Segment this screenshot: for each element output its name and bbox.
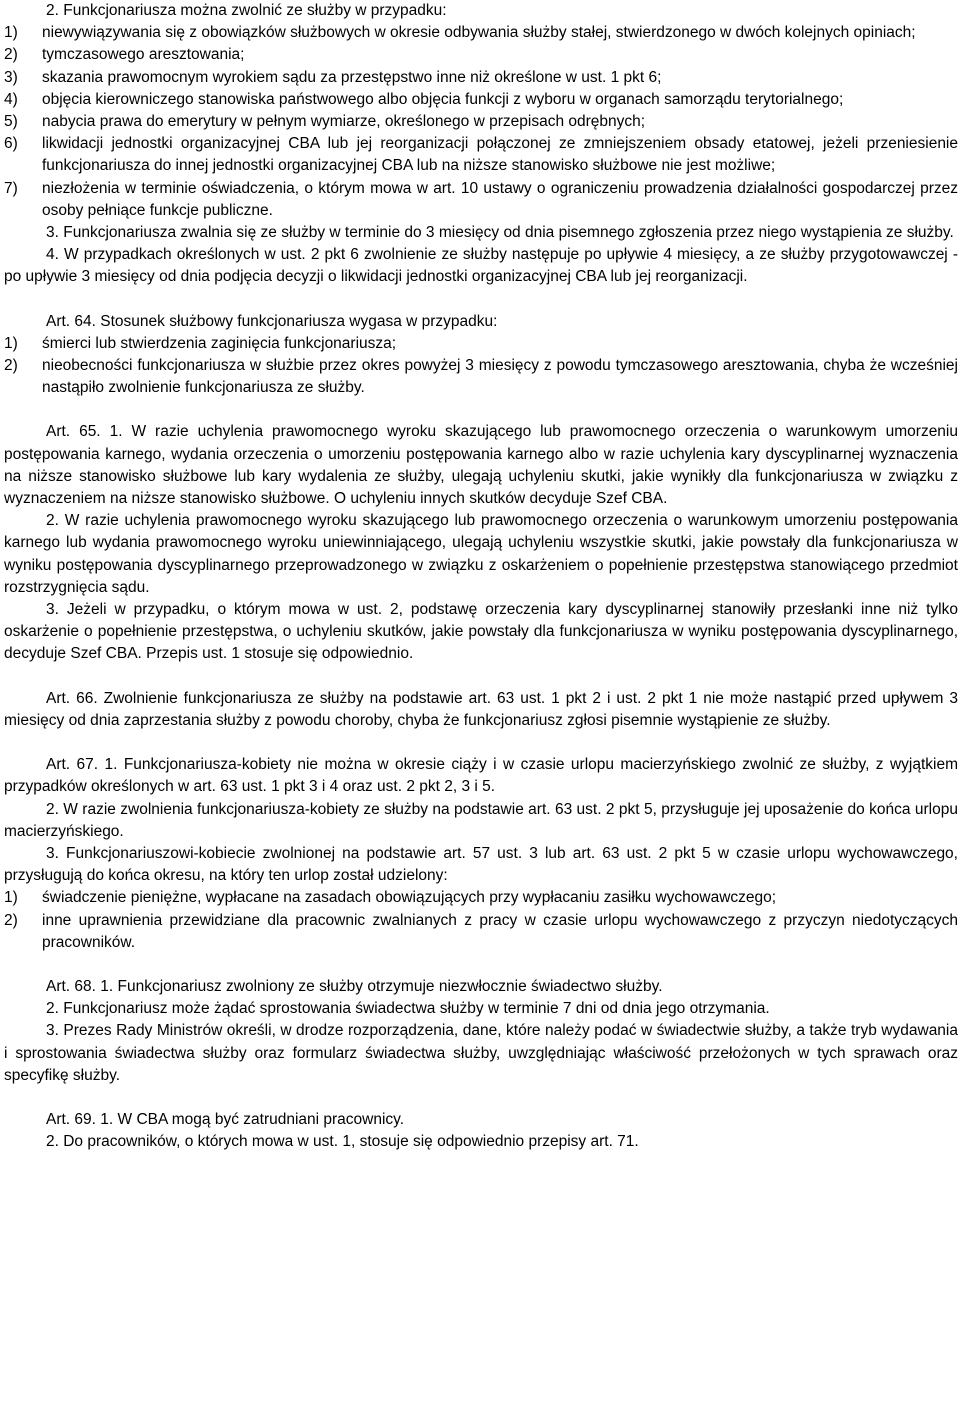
list-item (4, 89, 958, 111)
list-number: 2) (4, 911, 18, 929)
list-text: tymczasowego aresztowania; (42, 46, 245, 64)
list-item (4, 355, 958, 399)
list-item (4, 67, 958, 89)
list-item (4, 22, 958, 44)
list-item (4, 44, 958, 66)
article-67-2: 2. W razie zwolnienia funkcjonariusza-kobiety ze służby na podstawie art. 63 ust. 2 pkt 5, przysługuje jej uposażenie do końca urlopu macierzyńskiego. (4, 800, 958, 840)
article-68-3: 3. Prezes Rady Ministrów określi, w drodze rozporządzenia, dane, które należy podać w świadectwie służby, a także tryb wydawania i sprostowania świadectwa służby oraz formularz świadectwa służby, uwzględniając właściwość przełożonych w tych sprawach oraz specyfikę służby. (4, 1022, 958, 1084)
paragraph-63-4: 4. W przypadkach określonych w ust. 2 pkt 6 zwolnienie ze służby następuje po upływie 4 miesięcy, a ze służby przygotowawczej - po upływie 3 miesięcy od dnia podjęcia decyzji o likwidacji jednostki organizacyjnej CBA lub jej reorganizacji. (4, 246, 958, 286)
list-text: nieobecności funkcjonariusza w służbie przez okres powyżej 3 miesięcy z powodu tymczasowego aresztowania, chyba że wcześniej nastąpiło zwolnienie funkcjonariusza ze służby. (42, 357, 958, 397)
list-text: nabycia prawa do emerytury w pełnym wymiarze, określonego w przepisach odrębnych; (42, 113, 646, 131)
list-text: niezłożenia w terminie oświadczenia, o którym mowa w art. 10 ustawy o ograniczeniu prowadzenia działalności gospodarczej przez osoby pełniące funkcje publiczne. (42, 179, 958, 219)
list-number: 3) (4, 68, 18, 86)
article-68-2: 2. Funkcjonariusz może żądać sprostowania świadectwa służby w terminie 7 dni od dnia jego otrzymania. (46, 1000, 770, 1018)
article-69-1: Art. 69. 1. W CBA mogą być zatrudniani pracownicy. (46, 1110, 405, 1128)
list-item (4, 133, 958, 177)
document-page (4, 0, 958, 1153)
list-text: skazania prawomocnym wyrokiem sądu za przestępstwo inne niż określone w ust. 1 pkt 6; (42, 68, 662, 86)
list-text: śmierci lub stwierdzenia zaginięcia funkcjonariusza; (42, 334, 397, 352)
article-64-heading: Art. 64. Stosunek służbowy funkcjonariusza wygasa w przypadku: (46, 312, 498, 330)
article-66: Art. 66. Zwolnienie funkcjonariusza ze służby na podstawie art. 63 ust. 1 pkt 2 i ust. 2 pkt 1 nie może nastąpić przed upływem 3 miesięcy od dnia zaprzestania służby z powodu choroby, chyba że funkcjonariusz zgłosi pisemnie wystąpienie ze służby. (4, 689, 958, 729)
paragraph-63-2: 2. Funkcjonariusza można zwolnić ze służby w przypadku: (46, 2, 447, 19)
article-65-2: 2. W razie uchylenia prawomocnego wyroku skazującego lub prawomocnego orzeczenia o warunkowym umorzeniu postępowania karnego lub wydania prawomocnego wyroku uniewinniającego, ulegają uchyleniu wszystkie skutki, jakie powstały dla funkcjonariusza w wyniku postępowania dyscyplinarnego przeprowadzonego w związku z oskarżeniem o popełnienie przestępstwa stanowiącego przedmiot rozstrzygnięcia sądu. (4, 512, 958, 596)
list-number: 1) (4, 334, 18, 352)
spacer (4, 954, 958, 976)
list-text: objęcia kierowniczego stanowiska państwowego albo objęcia funkcji z wyboru w organach samorządu terytorialnego; (42, 90, 844, 108)
spacer (4, 289, 958, 311)
list-text: likwidacji jednostki organizacyjnej CBA lub jej reorganizacji połączonej ze zmniejszeniem obsady etatowej, jeżeli przeniesienie funkcjonariusza do innej jednostki organizacyjnej CBA lub na niższe stanowisko służbowe nie jest możliwe; (42, 135, 958, 175)
spacer (4, 666, 958, 688)
article-69-2: 2. Do pracowników, o których mowa w ust. 1, stosuje się odpowiednio przepisy art. 71. (46, 1133, 639, 1151)
list-text: niewywiązywania się z obowiązków służbowych w okresie odbywania służby stałej, stwierdzonego w dwóch kolejnych opiniach; (42, 24, 916, 42)
list-item (4, 887, 958, 909)
article-68-1: Art. 68. 1. Funkcjonariusz zwolniony ze służby otrzymuje niezwłocznie świadectwo służby. (46, 977, 663, 995)
spacer (4, 732, 958, 754)
list-item (4, 178, 958, 222)
spacer (4, 1087, 958, 1109)
list-number: 1) (4, 889, 18, 907)
list-item (4, 111, 958, 133)
spacer (4, 399, 958, 421)
article-65-1: Art. 65. 1. W razie uchylenia prawomocnego wyroku skazującego lub prawomocnego orzeczenia o warunkowym umorzeniu postępowania karnego, wydania orzeczenia o umorzeniu postępowania karnego albo w razie uchylenia kary dyscyplinarnej wyznaczenia na niższe stanowisko służbowe lub kary wydalenia ze służby, ulegają uchyleniu skutki, jakie wynikły dla funkcjonariusza w związku z wyznaczeniem na niższe stanowisko służbowe. O uchyleniu innych skutków decyduje Szef CBA. (4, 423, 958, 508)
list-number: 1) (4, 24, 18, 42)
list-number: 5) (4, 113, 18, 131)
list-number: 2) (4, 46, 18, 64)
list-item (4, 333, 958, 355)
list-number: 6) (4, 135, 18, 153)
list-item (4, 910, 958, 954)
list-number: 7) (4, 179, 18, 197)
paragraph-63-3: 3. Funkcjonariusza zwalnia się ze służby w terminie do 3 miesięcy od dnia pisemnego zgłoszenia przez niego wystąpienia ze służby. (46, 224, 954, 242)
list-number: 4) (4, 90, 18, 108)
list-text: świadczenie pieniężne, wypłacane na zasadach obowiązujących przy wypłacaniu zasiłku wychowawczego; (42, 889, 777, 907)
list-number: 2) (4, 357, 18, 375)
article-67-1: Art. 67. 1. Funkcjonariusza-kobiety nie można w okresie ciąży i w czasie urlopu macierzyńskiego zwolnić ze służby, z wyjątkiem przypadków określonych w art. 63 ust. 1 pkt 3 i 4 oraz ust. 2 pkt 2, 3 i 5. (4, 756, 958, 796)
article-65-3: 3. Jeżeli w przypadku, o którym mowa w ust. 2, podstawę orzeczenia kary dyscyplinarnej stanowiły przesłanki inne niż tylko oskarżenie o popełnienie przestępstwa, o uchyleniu skutków, jakie powstały dla funkcjonariusza w wyniku postępowania dyscyplinarnego, decyduje Szef CBA. Przepis ust. 1 stosuje się odpowiednio. (4, 601, 958, 663)
article-67-3: 3. Funkcjonariuszowi-kobiecie zwolnionej na podstawie art. 57 ust. 3 lub art. 63 ust. 2 pkt 5 w czasie urlopu wychowawczego, przysługują do końca okresu, na który ten urlop został udzielony: (4, 844, 958, 885)
list-text: inne uprawnienia przewidziane dla pracownic zwalnianych z pracy w czasie urlopu wychowawczego z przyczyn niedotyczących pracowników. (42, 911, 958, 951)
